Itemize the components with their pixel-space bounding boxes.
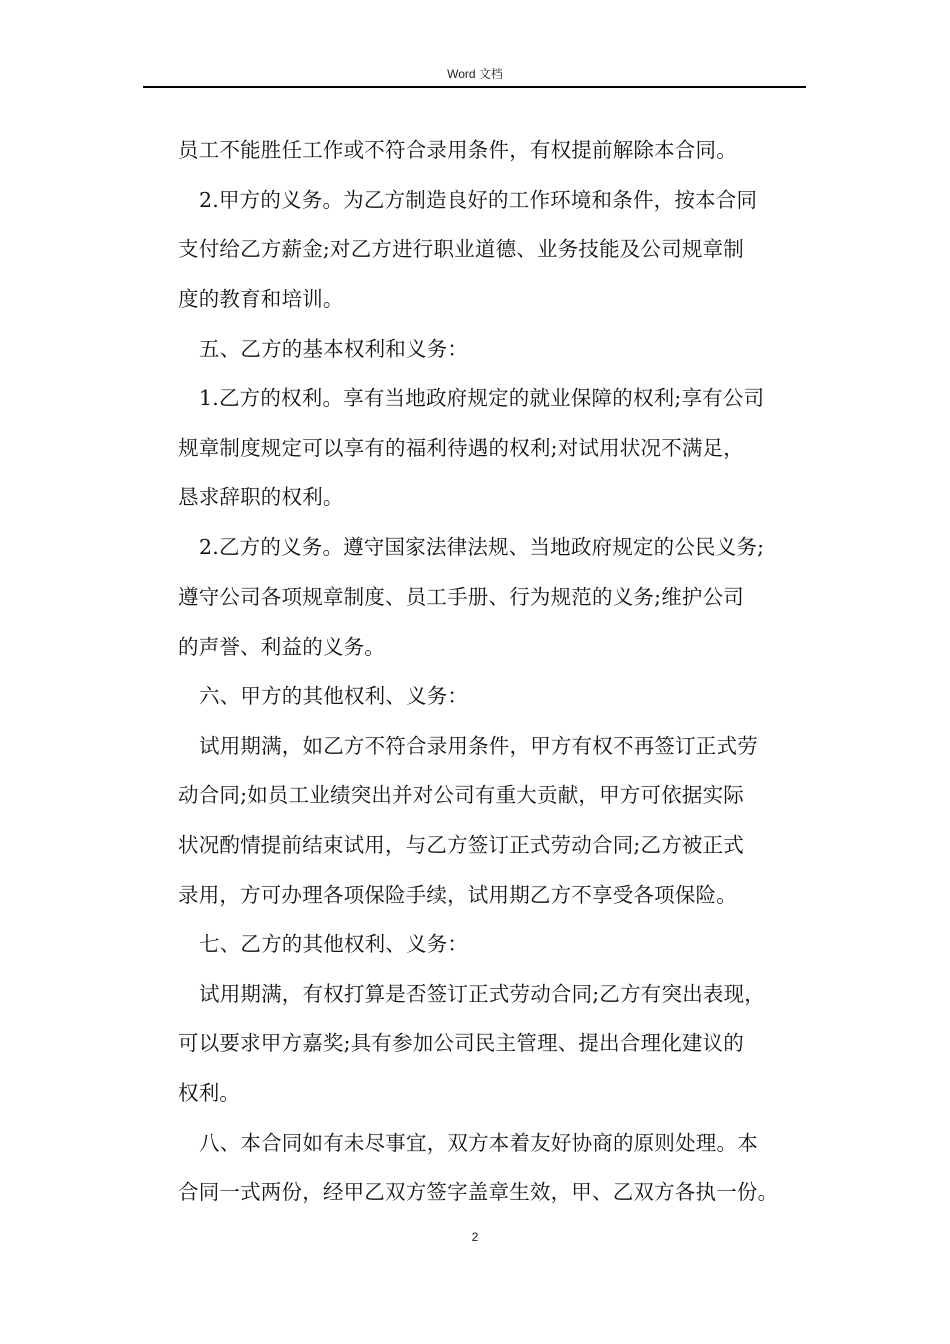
body-line-14: 动合同;如员工业绩突出并对公司有重大贡献，甲方可依据实际 [178,783,745,807]
body-line-3: 支付给乙方薪金;对乙方进行职业道德、业务技能及公司规章制 [178,237,745,261]
body-line-16: 录用，方可办理各项保险手续，试用期乙方不享受各项保险。 [178,883,737,907]
body-line-4: 度的教育和培训。 [178,287,344,311]
body-line-17: 七、乙方的其他权利、义务： [199,932,469,956]
body-line-6: 1.乙方的权利。享有当地政府规定的就业保障的权利;享有公司 [199,386,765,410]
body-line-10: 遵守公司各项规章制度、员工手册、行为规范的义务;维护公司 [178,585,745,609]
body-line-11: 的声誉、利益的义务。 [178,635,385,659]
body-line-22: 合同一式两份，经甲乙双方签字盖章生效，甲、乙双方各执一份。 [178,1180,779,1204]
body-line-13: 试用期满，如乙方不符合录用条件，甲方有权不再签订正式劳 [199,734,758,758]
body-line-1: 员工不能胜任工作或不符合录用条件，有权提前解除本合同。 [178,138,737,162]
body-line-5: 五、乙方的基本权利和义务： [199,337,469,361]
body-line-15: 状况酌情提前结束试用，与乙方签订正式劳动合同;乙方被正式 [178,833,745,857]
body-line-9: 2.乙方的义务。遵守国家法律法规、当地政府规定的公民义务; [199,535,765,559]
body-line-21: 八、本合同如有未尽事宜，双方本着友好协商的原则处理。本 [199,1131,758,1155]
body-line-7: 规章制度规定可以享有的福利待遇的权利;对试用状况不满足， [178,436,745,460]
body-line-2: 2.甲方的义务。为乙方制造良好的工作环境和条件，按本合同 [199,188,758,212]
page-number: 2 [471,1230,479,1244]
body-line-12: 六、甲方的其他权利、义务： [199,684,469,708]
header-divider [143,86,806,88]
body-line-19: 可以要求甲方嘉奖;具有参加公司民主管理、提出合理化建议的 [178,1031,745,1055]
body-line-18: 试用期满，有权打算是否签订正式劳动合同;乙方有突出表现， [199,982,766,1006]
body-line-20: 权利。 [178,1081,241,1105]
page-header: Word 文档 [447,67,503,81]
body-line-8: 恳求辞职的权利。 [178,485,344,509]
